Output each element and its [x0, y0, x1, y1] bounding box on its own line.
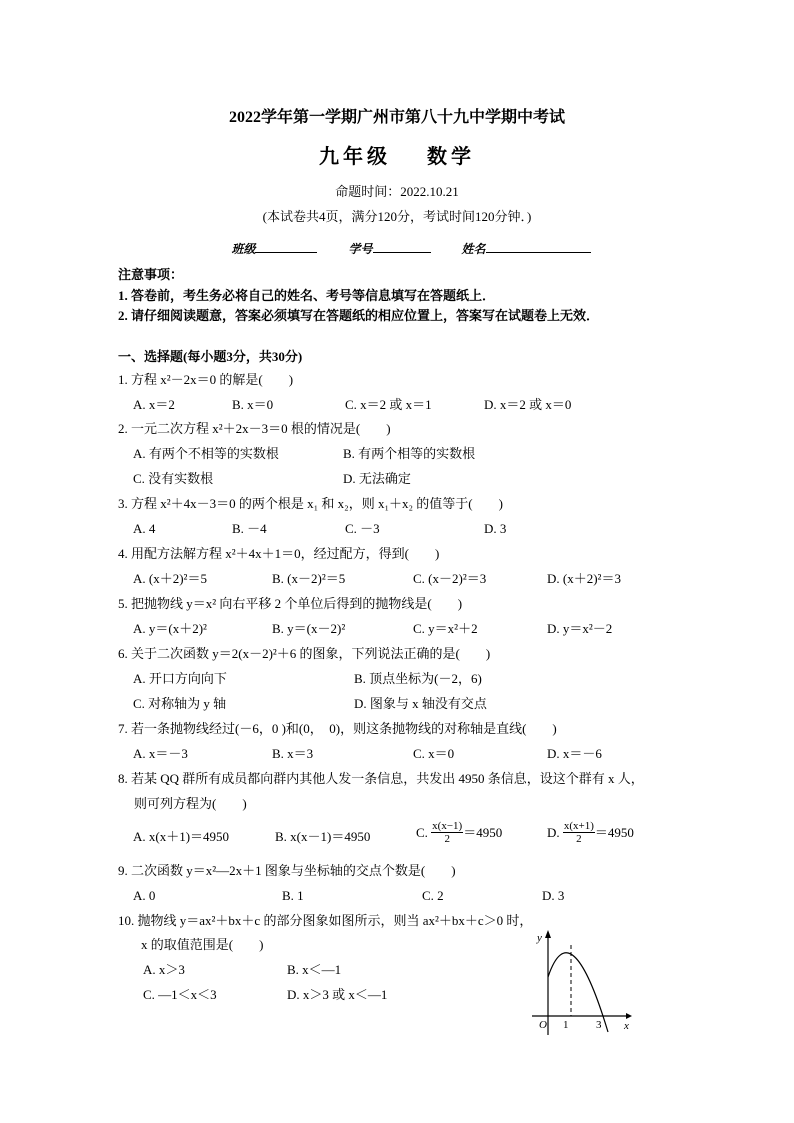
q3-option-a: A. 4 [133, 521, 156, 536]
y-axis-label: y [537, 932, 542, 944]
q8-c-numerator: x(x−1) [432, 820, 463, 832]
q4-option-a: A. (x＋2)²＝5 [133, 571, 207, 586]
question-7: 7. 若一条抛物线经过(－6，0 )和(0， 0)，则这条抛物线的对称轴是直线( ) [118, 721, 557, 736]
q2-option-b: B. 有两个相等的实数根 [343, 446, 476, 461]
q2-option-c: C. 没有实数根 [133, 471, 214, 486]
q3-option-b: B. －4 [232, 521, 267, 536]
q8-option-d-letter: D. [547, 825, 560, 841]
q8-option-d-fraction [563, 820, 595, 845]
q10-option-d: D. x＞3 或 x＜—1 [287, 987, 388, 1002]
y-axis-arrow [545, 930, 551, 938]
exam-subtitle: 九年级 数学 [319, 146, 475, 168]
q8-option-c [416, 820, 502, 845]
section-heading: 一、选择题(每小题3分，共30分) [118, 349, 303, 364]
q5-option-d: D. y＝x²－2 [547, 621, 613, 636]
origin-label: O [539, 1019, 547, 1031]
question-3: 3. 方程 x²＋4x－3＝0 的两个根是 x₁ 和 x₂，则 x₁＋x₂ 的值等于( ) [118, 496, 503, 511]
notes-heading: 注意事项： [118, 267, 184, 282]
q1-option-b: B. x＝0 [232, 397, 274, 412]
note-1: 1. 答卷前，考生务必将自己的姓名、考号等信息填写在答题纸上． [118, 288, 496, 303]
q8-option-c-letter: C. [416, 825, 428, 841]
q8-option-b: B. x(x－1)＝4950 [275, 829, 371, 844]
question-9: 9. 二次函数 y＝x²—2x＋1 图象与坐标轴的交点个数是( ) [118, 863, 456, 878]
parabola-graph [528, 925, 643, 1037]
q7-option-d: D. x＝－6 [547, 746, 602, 761]
question-8: 8. 若某 QQ 群所有成员都向群内其他人发一条信息，共发出 4950 条信息，设这个群有 x 人， [118, 771, 644, 786]
class-label: 班级 [231, 242, 256, 256]
q7-option-c: C. x＝0 [413, 746, 455, 761]
question-10-line2: x 的取值范围是( ) [141, 937, 264, 952]
x-axis-arrow [626, 1013, 632, 1019]
q7-option-b: B. x＝3 [272, 746, 314, 761]
q10-option-a: A. x＞3 [143, 962, 185, 977]
q8-d-denominator: 2 [576, 833, 582, 846]
name-label: 姓名 [461, 242, 486, 256]
q8-option-c-fraction [431, 820, 463, 845]
q10-option-b: B. x＜—1 [287, 962, 342, 977]
tick-3-label: 3 [596, 1019, 602, 1031]
student-id-field[interactable] [373, 240, 431, 253]
q3-option-c: C. －3 [345, 521, 380, 536]
student-id-label: 学号 [348, 242, 373, 256]
q1-option-a: A. x＝2 [133, 397, 175, 412]
q6-option-c: C. 对称轴为 y 轴 [133, 696, 227, 711]
q5-option-b: B. y＝(x－2)² [272, 621, 346, 636]
q6-option-d: D. 图象与 x 轴没有交点 [354, 696, 487, 711]
q8-d-rhs: ＝4950 [594, 825, 634, 841]
q2-option-d: D. 无法确定 [343, 471, 411, 486]
q5-option-a: A. y＝(x＋2)² [133, 621, 207, 636]
q8-c-denominator: 2 [444, 833, 450, 846]
question-4: 4. 用配方法解方程 x²＋4x＋1＝0，经过配方，得到( ) [118, 546, 440, 561]
q7-option-a: A. x＝－3 [133, 746, 188, 761]
question-5: 5. 把抛物线 y＝x² 向右平移 2 个单位后得到的抛物线是( ) [118, 596, 463, 611]
q5-option-c: C. y＝x²＋2 [413, 621, 478, 636]
q8-c-rhs: ＝4950 [463, 825, 503, 841]
exam-info: (本试卷共4页，满分120分，考试时间120分钟．) [262, 209, 532, 224]
question-1: 1. 方程 x²－2x＝0 的解是( ) [118, 372, 294, 387]
q6-option-b: B. 顶点坐标为(－2，6) [354, 671, 482, 686]
q1-option-c: C. x＝2 或 x＝1 [345, 397, 432, 412]
q9-option-a: A. 0 [133, 888, 156, 903]
q8-option-a: A. x(x＋1)＝4950 [133, 829, 230, 844]
student-fields [0, 240, 794, 255]
q9-option-d: D. 3 [542, 888, 565, 903]
question-2: 2. 一元二次方程 x²＋2x－3＝0 根的情况是( ) [118, 421, 391, 436]
question-6: 6. 关于二次函数 y＝2(x－2)²＋6 的图象，下列说法正确的是( ) [118, 646, 491, 661]
question-8-line2: 则可列方程为( ) [134, 796, 247, 811]
q3-option-d: D. 3 [484, 521, 507, 536]
exam-date: 命题时间：2022.10.21 [335, 184, 459, 199]
q10-option-c: C. —1＜x＜3 [143, 987, 217, 1002]
q4-option-c: C. (x－2)²＝3 [413, 571, 487, 586]
q4-option-d: D. (x＋2)²＝3 [547, 571, 621, 586]
q8-d-numerator: x(x+1) [563, 820, 594, 832]
q1-option-d: D. x＝2 或 x＝0 [484, 397, 572, 412]
q8-option-d [547, 820, 634, 845]
exam-title: 2022学年第一学期广州市第八十九中学期中考试 [228, 109, 565, 126]
question-10: 10. 抛物线 y＝ax²＋bx＋c 的部分图象如图所示，则当 ax²＋bx＋c＞0 时， [118, 913, 533, 928]
tick-1-label: 1 [563, 1019, 569, 1031]
class-field[interactable] [255, 240, 317, 253]
q9-option-b: B. 1 [282, 888, 304, 903]
q9-option-c: C. 2 [422, 888, 444, 903]
note-2: 2. 请仔细阅读题意，答案必须填写在答题纸的相应位置上，答案写在试题卷上无效． [118, 308, 600, 323]
q2-option-a: A. 有两个不相等的实数根 [133, 446, 279, 461]
name-field[interactable] [486, 240, 591, 253]
x-axis-label: x [624, 1020, 629, 1032]
q6-option-a: A. 开口方向向下 [133, 671, 227, 686]
q4-option-b: B. (x－2)²＝5 [272, 571, 346, 586]
